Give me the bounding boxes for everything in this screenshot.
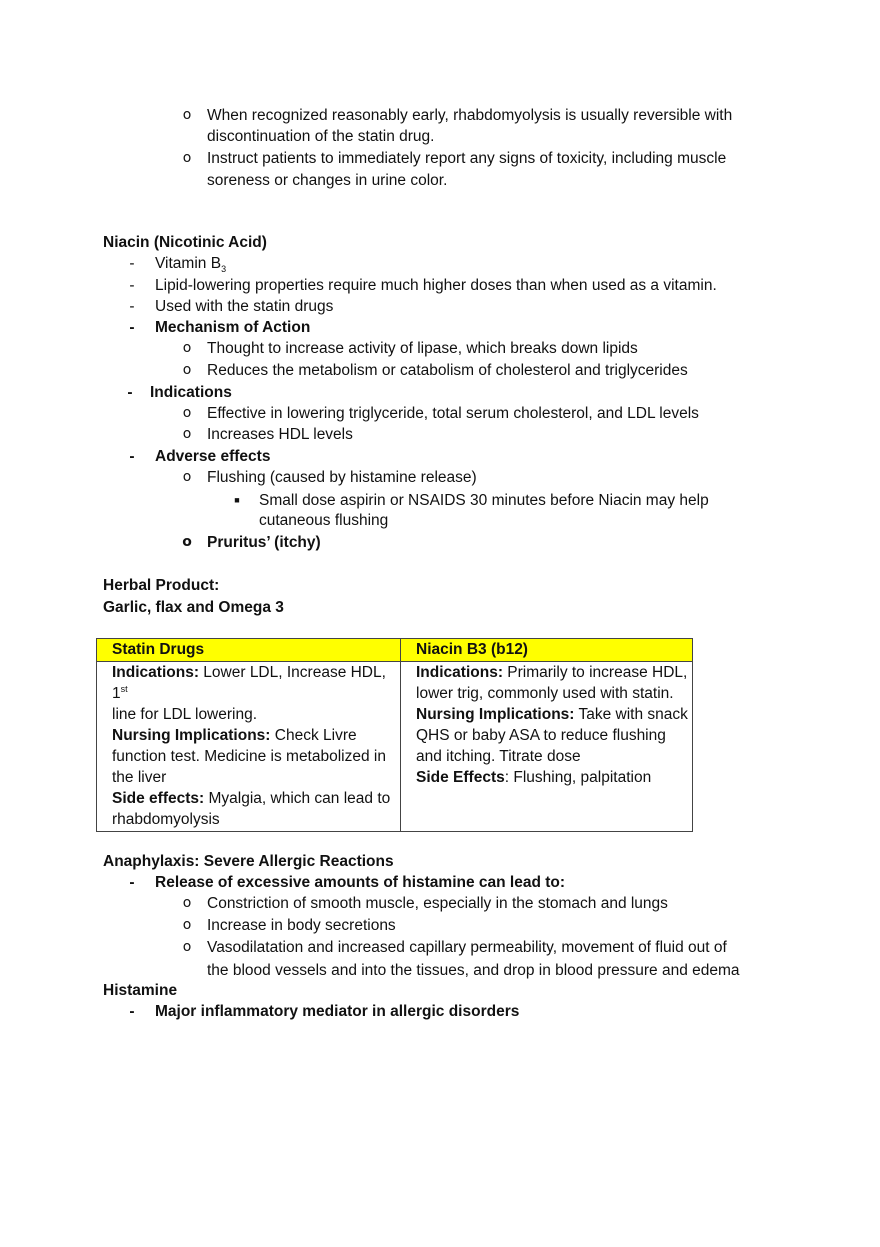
niacin-aspirin-line-1: Small dose aspirin or NSAIDS 30 minutes before Niacin may help [259, 492, 709, 509]
niacin-vitamin: Vitamin $B_3$ [155, 255, 227, 275]
dash-bullet-icon: - [129, 255, 135, 272]
circle-bullet-icon: o [182, 895, 192, 911]
table-header-row [97, 639, 693, 662]
dash-bullet-icon: - [129, 277, 135, 294]
niacin-moa-item: Reduces the metabolism or catabolism of cholesterol and triglycerides [207, 362, 688, 379]
niacin-ind-heading: Indications [150, 384, 232, 401]
rhabdo-bullet-1-line-2: discontinuation of the statin drug. [207, 128, 435, 145]
niacin-flushing: Flushing (caused by histamine release) [207, 469, 477, 486]
circle-bullet-icon: o [182, 340, 192, 356]
herbal-heading: Herbal Product: [103, 577, 220, 594]
table-cell-niacin: Indications: Primarily to increase HDL, lower trig, commonly used with statin. Nursing Implications: Take with snack QHS or baby ASA to reduce flushing and itching. Titrate dose Side Effects: Flushing, palpitation [401, 662, 693, 832]
dash-bullet-icon: - [129, 298, 135, 315]
circle-bullet-icon: o [182, 362, 192, 378]
niacin-ind-item: Effective in lowering triglyceride, total serum cholesterol, and LDL levels [207, 405, 699, 422]
niacin-ae-heading: Adverse effects [155, 448, 271, 465]
dash-bullet-icon: - [129, 1003, 135, 1020]
circle-bullet-icon: o [182, 107, 192, 123]
dash-bullet-icon: - [129, 874, 135, 891]
niacin-pruritus: Pruritus’ (itchy) [207, 534, 321, 551]
comparison-table [96, 638, 693, 832]
anaphylaxis-item: Increase in body secretions [207, 917, 396, 934]
table-header-niacin: Niacin B3 (b12) [401, 639, 693, 662]
anaphylaxis-heading: Anaphylaxis: Severe Allergic Reactions [103, 853, 394, 870]
niacin-ind-item: Increases HDL levels [207, 426, 353, 443]
rhabdo-bullet-1-line-1: When recognized reasonably early, rhabdomyolysis is usually reversible with [207, 107, 733, 124]
dash-bullet-icon: - [127, 384, 133, 401]
niacin-used: Used with the statin drugs [155, 298, 334, 315]
niacin-moa-item: Thought to increase activity of lipase, which breaks down lipids [207, 340, 638, 357]
histamine-item: Major inflammatory mediator in allergic disorders [155, 1003, 520, 1020]
herbal-items: Garlic, flax and Omega 3 [103, 599, 284, 616]
rhabdo-bullet-2-line-2: soreness or changes in urine color. [207, 172, 448, 189]
anaphylaxis-item: Constriction of smooth muscle, especially in the stomach and lungs [207, 895, 668, 912]
circle-bullet-icon: o [182, 469, 192, 485]
circle-bullet-icon: o [182, 405, 192, 421]
anaphylaxis-vaso-line-2: the blood vessels and into the tissues, and drop in blood pressure and edema [207, 962, 740, 979]
circle-bullet-icon: o [182, 939, 192, 955]
circle-bullet-icon: o [182, 917, 192, 933]
niacin-aspirin-line-2: cutaneous flushing [259, 512, 389, 529]
anaphylaxis-release: Release of excessive amounts of histamine can lead to: [155, 874, 566, 891]
circle-bullet-icon: o [182, 534, 192, 550]
dash-bullet-icon: - [129, 448, 135, 465]
circle-bullet-icon: o [182, 426, 192, 442]
square-bullet-icon: ■ [234, 495, 240, 505]
circle-bullet-icon: o [182, 150, 192, 166]
histamine-heading: Histamine [103, 982, 178, 999]
anaphylaxis-vaso-line-1: Vasodilatation and increased capillary permeability, movement of fluid out of [207, 939, 727, 956]
table-row [97, 662, 693, 832]
rhabdo-bullet-2-line-1: Instruct patients to immediately report any signs of toxicity, including muscle [207, 150, 727, 167]
niacin-heading: Niacin (Nicotinic Acid) [103, 234, 267, 251]
table-cell-statin: Indications: Lower LDL, Increase HDL, 1st line for LDL lowering. Nursing Implications: Check Livre function test. Medicine is metabolized in the liver Side effects: Myalgia, which can lead to rhabdomyolysis [97, 662, 401, 832]
table-header-statin: Statin Drugs [97, 639, 401, 662]
niacin-moa-heading: Mechanism of Action [155, 319, 311, 336]
niacin-lipid: Lipid-lowering properties require much higher doses than when used as a vitamin. [155, 277, 717, 294]
dash-bullet-icon: - [129, 319, 135, 336]
